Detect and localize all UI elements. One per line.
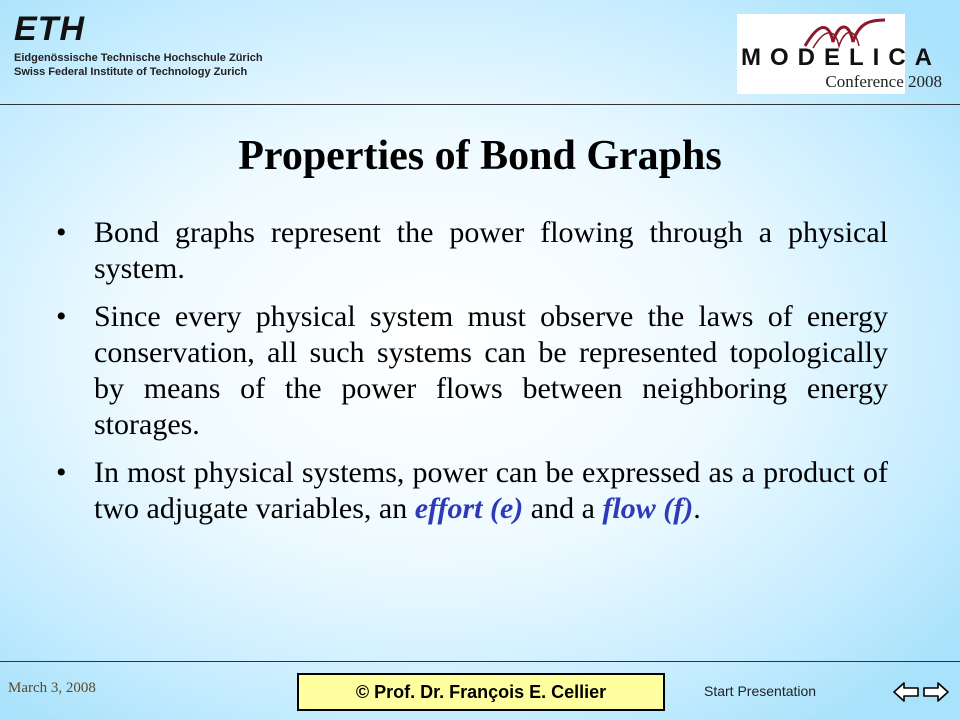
- bullet-text: .: [693, 492, 701, 525]
- bullet-list: [56, 215, 888, 539]
- footer-divider: [0, 661, 960, 662]
- navigation-arrows: [892, 680, 950, 704]
- arrow-left-icon[interactable]: [892, 680, 921, 704]
- bullet-dot-icon: •: [56, 216, 67, 249]
- term-flow: flow (f): [602, 492, 694, 525]
- eth-logo: ETH: [14, 10, 85, 48]
- copyright-box: © Prof. Dr. François E. Cellier: [297, 673, 665, 711]
- bullet-text: In most physical systems, power can be expressed as a product of two adjugate variables, an: [94, 456, 888, 525]
- bullet-dot-icon: •: [56, 300, 67, 333]
- bullet-item: [56, 455, 888, 527]
- presentation-date: March 3, 2008: [8, 680, 96, 696]
- start-presentation-link[interactable]: Start Presentation: [704, 683, 817, 699]
- bullet-dot-icon: •: [56, 456, 67, 489]
- header-divider: [0, 104, 960, 105]
- modelica-wordmark: MODELICA: [741, 44, 941, 71]
- institution-name-english: Swiss Federal Institute of Technology Zurich: [14, 66, 248, 78]
- bullet-text: Since every physical system must observe the laws of energy conservation, all such systems can be represented topologically by means of the power flows between neighboring energy storages.: [94, 300, 888, 441]
- slide-title: Properties of Bond Graphs: [238, 133, 722, 179]
- arrow-right-icon[interactable]: [921, 680, 950, 704]
- bullet-item: [56, 215, 888, 287]
- slide-header: [0, 0, 960, 104]
- bullet-item: [56, 299, 888, 443]
- conference-label: Conference 2008: [825, 72, 942, 91]
- bullet-text: Bond graphs represent the power flowing through a physical system.: [94, 216, 888, 285]
- term-effort: effort (e): [414, 492, 524, 525]
- institution-name-german: Eidgenössische Technische Hochschule Zürich: [14, 52, 263, 64]
- bullet-text: and a: [523, 492, 603, 525]
